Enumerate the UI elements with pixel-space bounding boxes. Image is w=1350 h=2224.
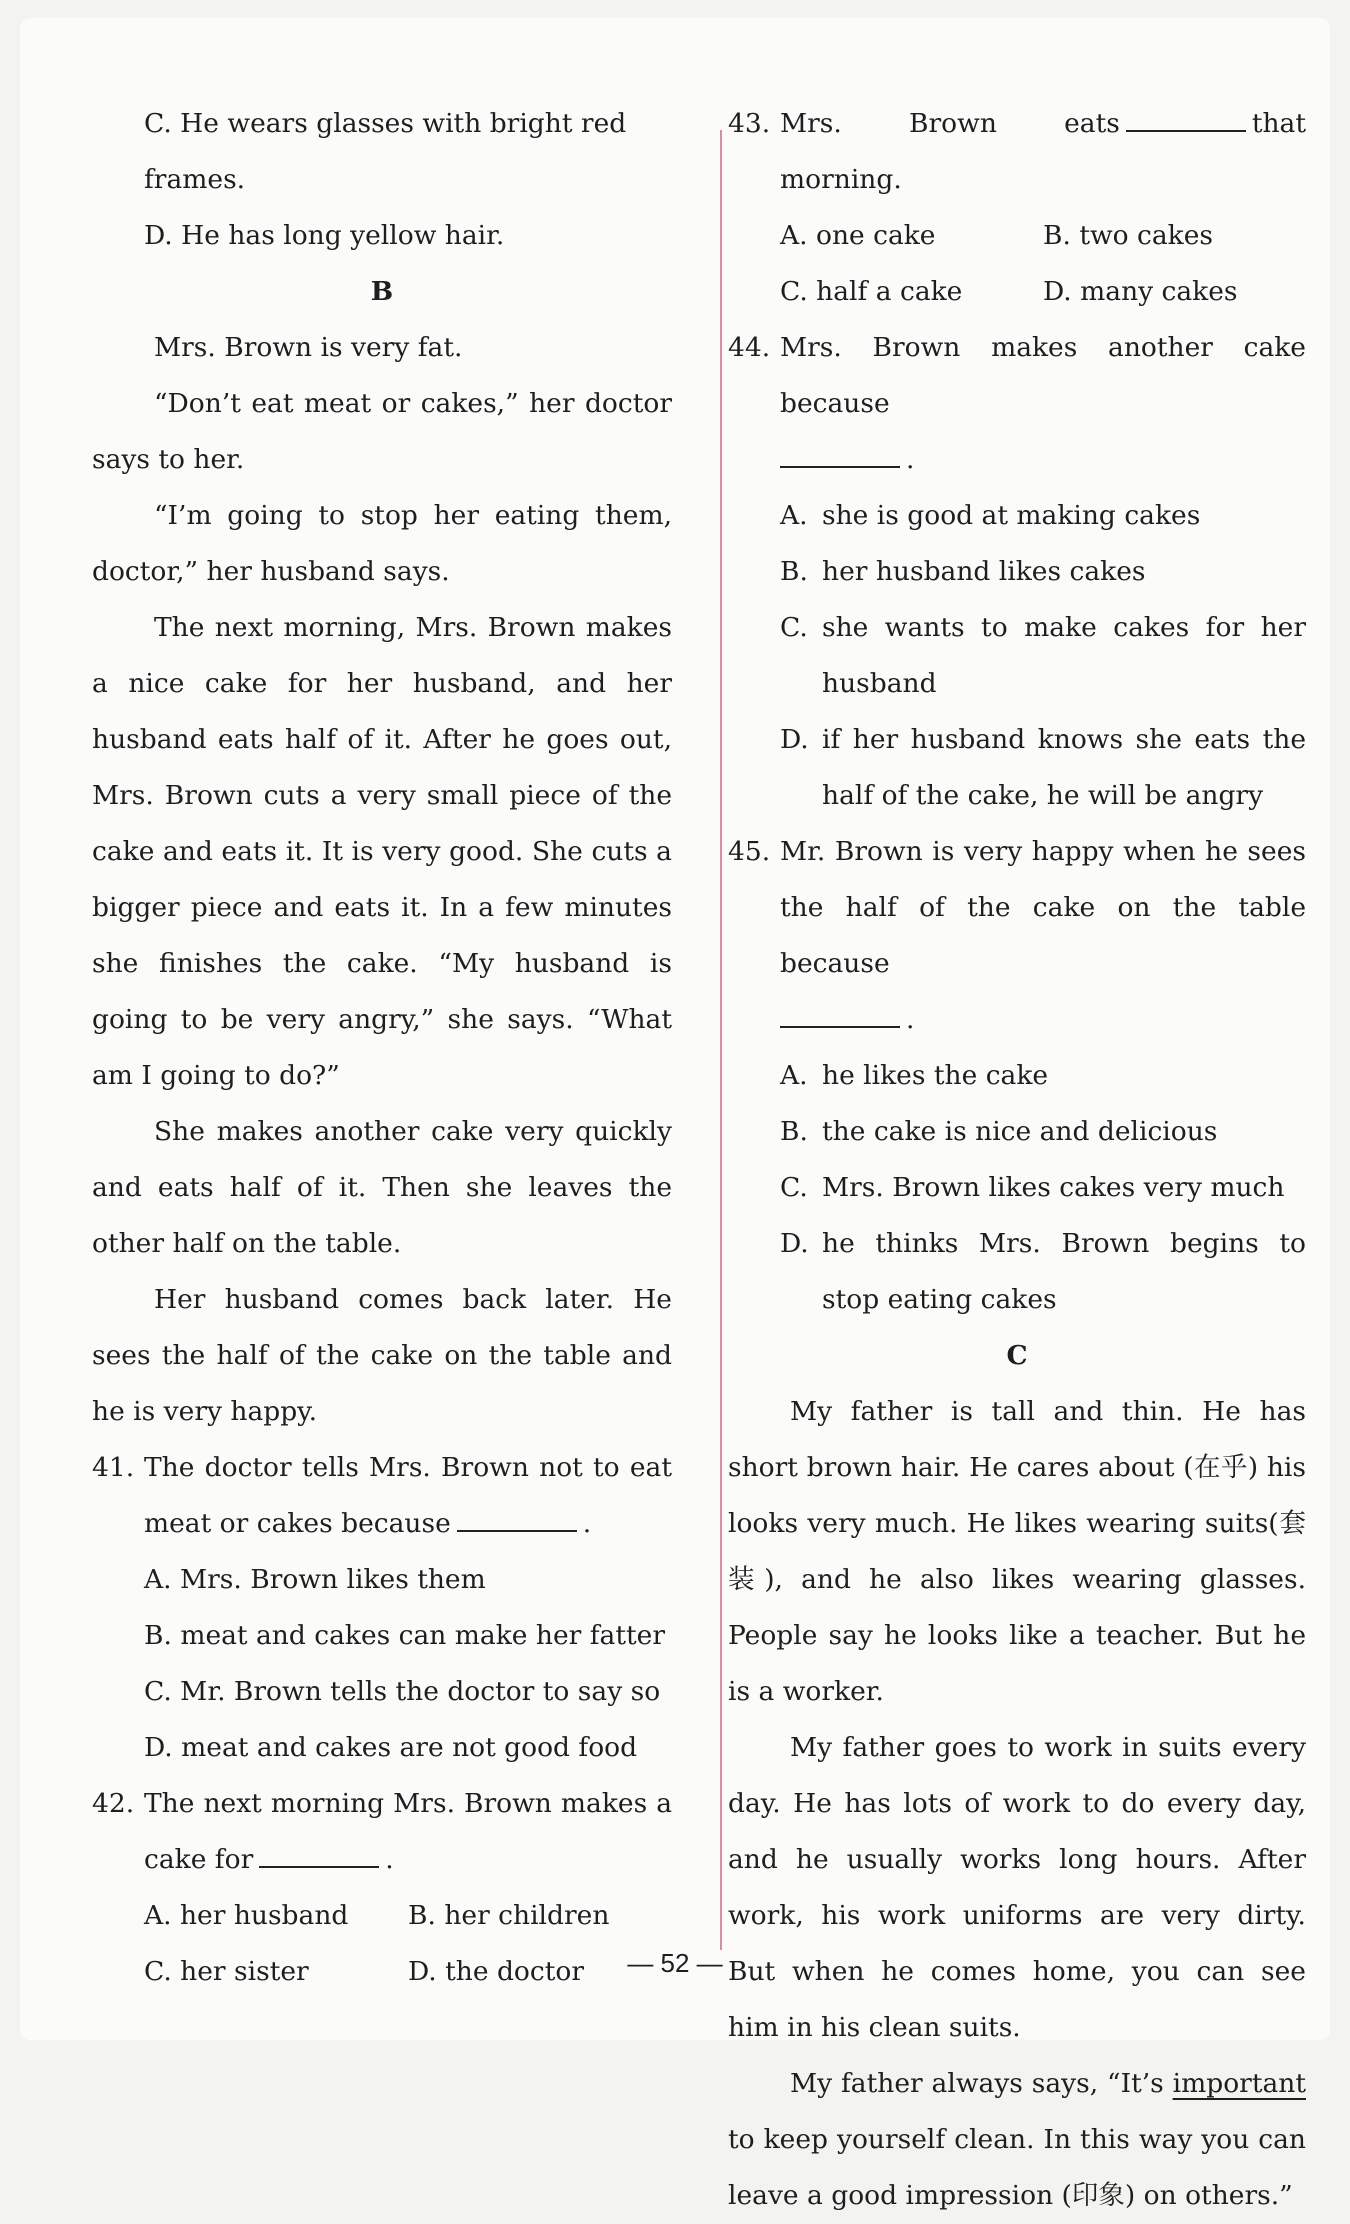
option-a: A. Mrs. Brown likes them [144,1564,486,1595]
option-d: D. he thinks Mrs. Brown begins to stop eating cakes [780,1228,1306,1315]
option-a: A. she is good at making cakes [780,500,1201,531]
option-c: C. her sister [144,1956,309,1987]
option-c: C. she wants to make cakes for her husband [780,612,1306,699]
answer-blank[interactable] [457,1500,577,1532]
passage-b-paragraph: “I’m going to stop her eating them, doctor,” her husband says. [92,500,672,587]
question-text: Mr. Brown is very happy when he sees the half of the cake on the table because . [780,836,1306,1035]
passage-b-paragraph: “Don’t eat meat or cakes,” her doctor says to her. [92,388,672,475]
option-d: D. meat and cakes are not good food [144,1732,638,1763]
option-c: C. half a cake [780,276,963,307]
option-a: A. one cake [780,220,936,251]
page-number: — 52 — [627,1948,723,1978]
section-heading-b: B [370,276,394,307]
passage-b-paragraph: Her husband comes back later. He sees the half of the cake on the table and he is very happy. [92,1284,672,1427]
question-41 [92,1440,672,1552]
question-text: Mrs. Brown eats that morning. [780,96,1306,208]
options-row [780,264,1306,320]
prev-option-c: C. He wears glasses with bright red frames. [144,108,627,195]
passage-b-paragraph: Mrs. Brown is very fat. [154,332,463,363]
passage-c-paragraph: My father goes to work in suits every day. He has lots of work to do every day, and he usually works long hours. After work, his work uniforms are very dirty. But when he comes home, you can see him in his clean suits. [728,1732,1306,2043]
column-divider [720,130,722,1950]
question-45 [728,824,1306,1048]
question-number: 41. [92,1452,135,1483]
question-number: 42. [92,1788,135,1819]
answer-blank[interactable] [780,996,900,1028]
option-a: A. he likes the cake [780,1060,1049,1091]
answer-blank[interactable] [780,436,900,468]
passage-c-paragraph: My father always says, “It’s important to keep yourself clean. In this way you can leave a good impression (印象) on others.” [728,2068,1306,2211]
question-text: The doctor tells Mrs. Brown not to eat meat or cakes because . [144,1452,672,1539]
question-text: The next morning Mrs. Brown makes a cake for . [144,1788,672,1875]
underlined-word: important [1172,2068,1306,2099]
question-number: 43. [728,108,771,139]
option-b: B. two cakes [1043,220,1214,251]
option-c: C. Mr. Brown tells the doctor to say so [144,1676,661,1707]
passage-b-paragraph: She makes another cake very quickly and eats half of it. Then she leaves the other half on the table. [92,1116,672,1259]
option-b: B. her husband likes cakes [780,556,1146,587]
left-column [92,96,672,2000]
question-number: 45. [728,836,771,867]
options-row [780,208,1306,264]
option-b: B. meat and cakes can make her fatter [144,1620,665,1651]
option-d: D. the doctor [408,1956,585,1987]
prev-option-d: D. He has long yellow hair. [144,220,505,251]
question-number: 44. [728,332,771,363]
option-d: D. many cakes [1043,276,1238,307]
option-b: B. her children [408,1900,610,1931]
passage-b-paragraph: The next morning, Mrs. Brown makes a nice cake for her husband, and her husband eats half of it. After he goes out, Mrs. Brown cuts a very small piece of the cake and eats it. It is very good. She cuts a bigger piece and eats it. In a few minutes she finishes the cake. “My husband is going to be very angry,” she says. “What am I going to do?” [92,612,672,1091]
section-heading-c: C [1006,1340,1028,1371]
option-d: D. if her husband knows she eats the half of the cake, he will be angry [780,724,1306,811]
passage-c-paragraph: My father is tall and thin. He has short brown hair. He cares about (在乎) his looks very much. He likes wearing suits(套装), and he also likes wearing glasses. People say he looks like a teacher. But he is a worker. [728,1396,1306,1707]
question-44 [728,320,1306,488]
options-row [144,1888,672,1944]
answer-blank[interactable] [1126,100,1246,132]
option-c: C. Mrs. Brown likes cakes very much [780,1172,1285,1203]
right-column [728,96,1306,2224]
option-b: B. the cake is nice and delicious [780,1116,1218,1147]
question-43 [728,96,1306,208]
question-text: Mrs. Brown makes another cake because . [780,332,1306,475]
option-a: A. her husband [144,1900,349,1931]
question-42 [92,1776,672,1888]
answer-blank[interactable] [259,1836,379,1868]
